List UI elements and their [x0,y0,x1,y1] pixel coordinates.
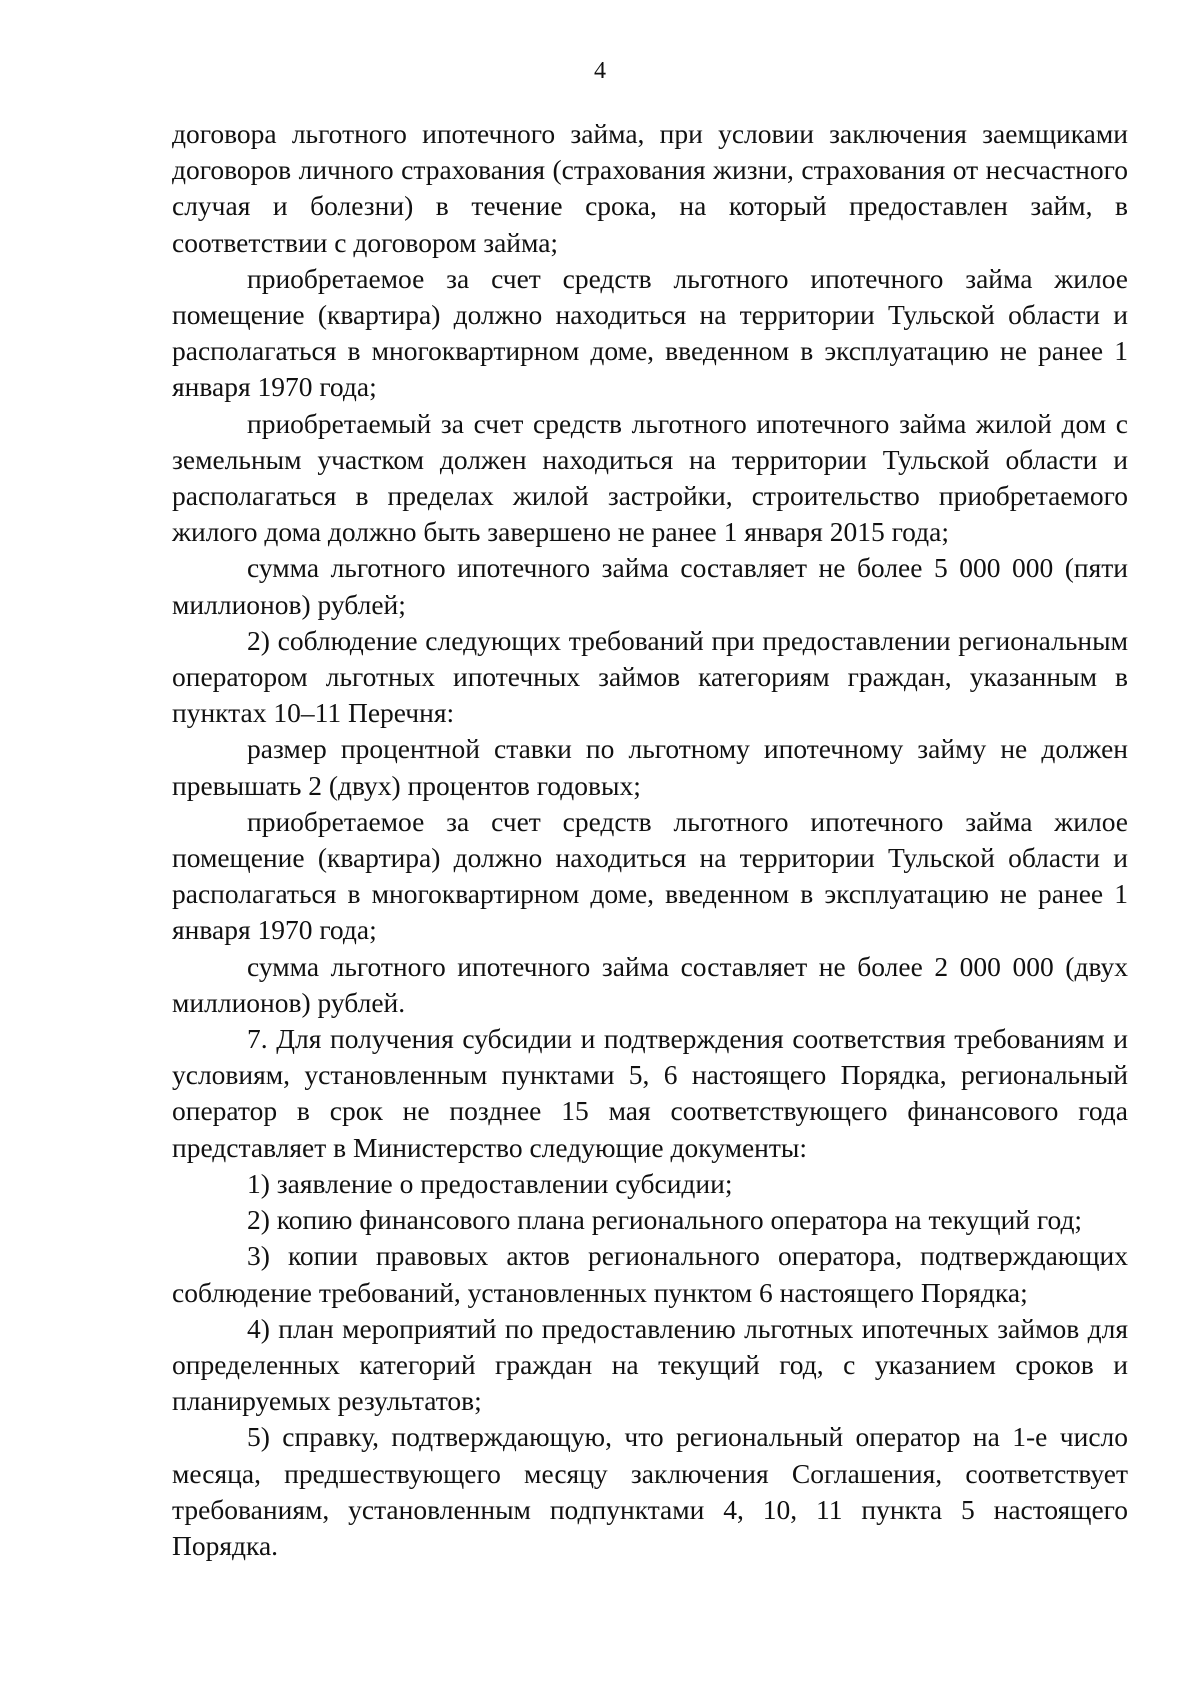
document-body [172,116,1128,1564]
paragraph-loan-limit-2m: сумма льготного ипотечного займа составляет не более 2 000 000 (двух миллионов) рублей. [172,950,1128,1018]
list-item-3-legal-acts: 3) копии правовых актов регионального оператора, подтверждающих соблюдение требований, установленных пунктом 6 настоящего Порядка; [172,1240,1128,1308]
paragraph-loan-limit-5m: сумма льготного ипотечного займа составляет не более 5 000 000 (пяти миллионов) рублей; [172,552,1128,620]
list-item-1-application: 1) заявление о предоставлении субсидии; [247,1167,733,1199]
page-number: 4 [594,58,606,84]
paragraph-apartment-requirement: приобретаемое за счет средств льготного ипотечного займа жилое помещение (квартира) должно находиться на территории Тульской области и располагаться в многоквартирном доме, введенном в эксплуатацию не ранее 1 января 1970 года; [172,262,1128,403]
list-item-2-financial-plan: 2) копию финансового плана регионального оператора на текущий год; [247,1204,1083,1236]
list-item-5-certificate: 5) справку, подтверждающую, что региональный оператор на 1-е число месяца, предшествующего месяцу заключения Соглашения, соответствует требованиям, установленным подпунктами 4, 10, 11 пункта 5 настоящего Порядка. [172,1421,1128,1561]
paragraph-section-7: 7. Для получения субсидии и подтверждения соответствия требованиям и условиям, установленным пунктами 5, 6 настоящего Порядка, региональный оператор в срок не позднее 15 мая соответствующего финансового года представляет в Министерство следующие документы: [172,1023,1128,1163]
paragraph-item-2-requirements: 2) соблюдение следующих требований при предоставлении региональным оператором льготных ипотечных займов категориям граждан, указанным в пунктах 10–11 Перечня: [172,624,1128,729]
paragraph-loan-insurance-condition: договора льготного ипотечного займа, при условии заключения заемщиками договоров личного страхования (страхования жизни, страхования от несчастного случая и болезни) в течение срока, на который предоставлен займ, в соответствии с договором займа; [172,118,1128,258]
paragraph-house-requirement: приобретаемый за счет средств льготного ипотечного займа жилой дом с земельным участком должен находиться на территории Тульской области и располагаться в пределах жилой застройки, строительство приобретаемого жилого дома должно быть завершено не ранее 1 января 2015 года; [172,407,1128,548]
paragraph-interest-rate: размер процентной ставки по льготному ипотечному займу не должен превышать 2 (двух) процентов годовых; [172,733,1128,801]
list-item-4-action-plan: 4) план мероприятий по предоставлению льготных ипотечных займов для определенных категорий граждан на текущий год, с указанием сроков и планируемых результатов; [172,1312,1128,1417]
paragraph-apartment-requirement-2: приобретаемое за счет средств льготного ипотечного займа жилое помещение (квартира) должно находиться на территории Тульской области и располагаться в многоквартирном доме, введенном в эксплуатацию не ранее 1 января 1970 года; [172,805,1128,946]
